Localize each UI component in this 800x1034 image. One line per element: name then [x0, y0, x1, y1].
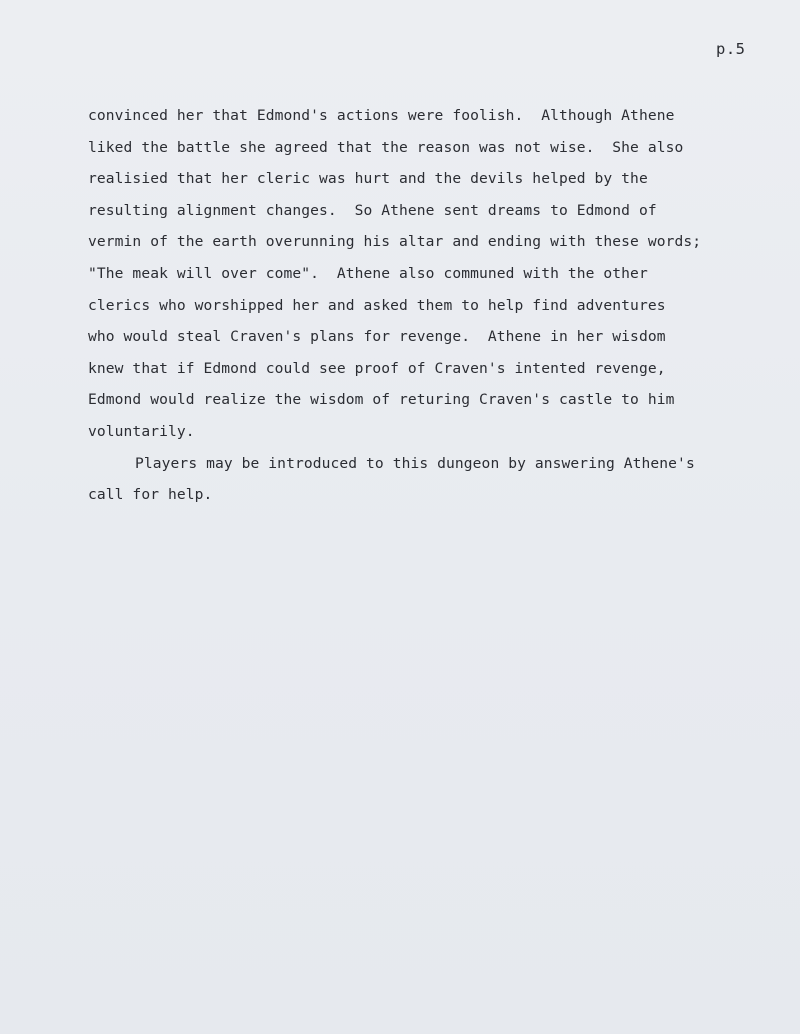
- text-line: liked the battle she agreed that the reason was not wise. She also: [88, 138, 684, 156]
- text-line: Players may be introduced to this dungeon by answering Athene's: [135, 454, 695, 472]
- text-line: vermin of the earth overunning his altar and ending with these words;: [88, 233, 702, 251]
- text-line: knew that if Edmond could see proof of Craven's intented revenge,: [88, 359, 666, 377]
- text-line: call for help.: [88, 486, 213, 504]
- text-line: clerics who worshipped her and asked them to help find adventures: [88, 296, 666, 314]
- text-line: resulting alignment changes. So Athene sent dreams to Edmond of: [88, 201, 657, 219]
- text-line: "The meak will over come". Athene also communed with the other: [88, 264, 648, 282]
- text-line: voluntarily.: [88, 422, 195, 440]
- paragraph-2: [88, 448, 758, 511]
- text-line: realisied that her cleric was hurt and the devils helped by the: [88, 170, 648, 188]
- body-text: [88, 100, 758, 511]
- page-number: p.5: [716, 40, 746, 58]
- text-line: who would steal Craven's plans for revenge. Athene in her wisdom: [88, 328, 666, 346]
- text-line: Edmond would realize the wisdom of returing Craven's castle to him: [88, 391, 675, 409]
- text-line: convinced her that Edmond's actions were foolish. Although Athene: [88, 107, 675, 124]
- paragraph-1: [88, 100, 758, 448]
